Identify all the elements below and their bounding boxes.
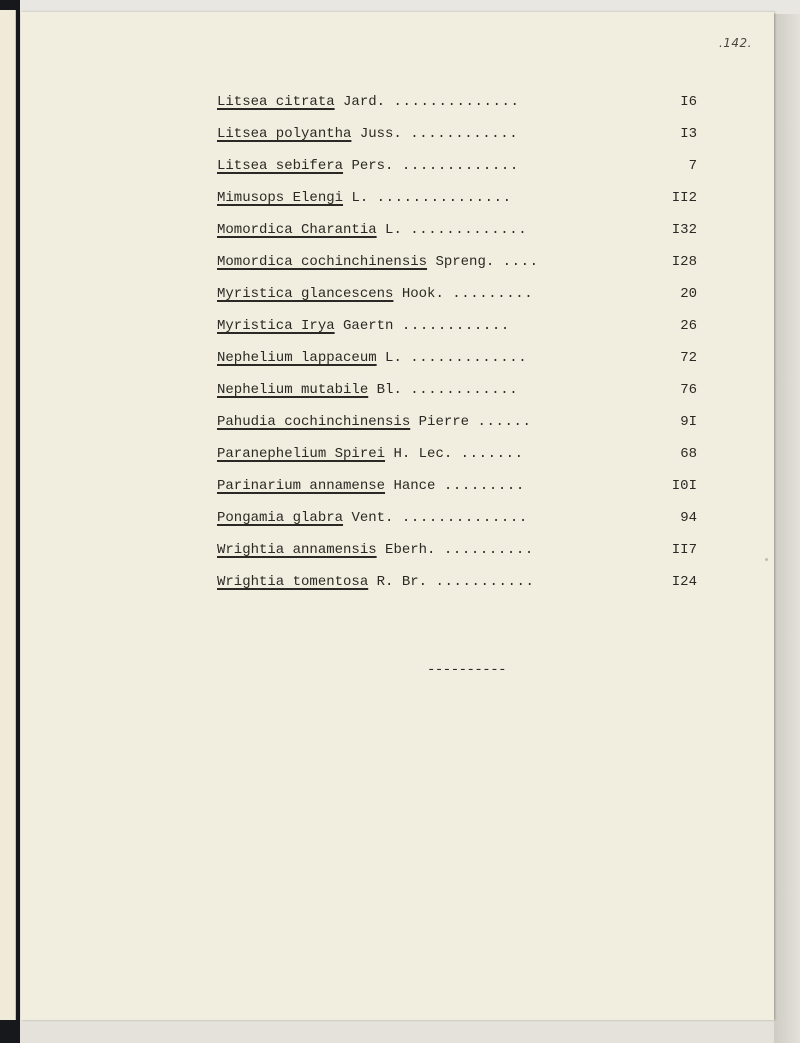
species-author: Hook.: [401, 286, 444, 302]
species-author: Jard.: [343, 94, 386, 110]
dot-leader: .............: [401, 158, 519, 174]
species-index-list: [217, 90, 697, 602]
facing-page-edge: [0, 10, 16, 1020]
index-entry: [217, 186, 697, 218]
species-author: Spreng.: [435, 254, 495, 270]
dot-leader: .......: [460, 446, 524, 462]
dot-leader: ..............: [393, 94, 520, 110]
index-entry: [217, 506, 697, 538]
species-author: Pierre: [418, 414, 470, 430]
page-number: I0I: [671, 478, 697, 494]
dot-leader: ............: [410, 382, 519, 398]
species-name: Pongamia glabra: [217, 510, 344, 526]
dot-leader: .............: [410, 222, 528, 238]
index-entry: [217, 346, 697, 378]
species-name: Pahudia cochinchinensis: [217, 414, 411, 430]
index-entry: [217, 90, 697, 122]
species-name: Nephelium lappaceum: [217, 350, 377, 366]
scan-right-edge: [774, 14, 800, 1043]
species-name: Litsea citrata: [217, 94, 335, 110]
page-number: I6: [680, 94, 697, 110]
species-author: H. Lec.: [393, 446, 453, 462]
index-entry: [217, 154, 697, 186]
index-entry: [217, 314, 697, 346]
index-entry: [217, 442, 697, 474]
species-author: Eberh.: [385, 542, 436, 558]
folio-number: .142.: [718, 36, 752, 50]
species-name: Myristica glancescens: [217, 286, 394, 302]
page-number: 72: [680, 350, 697, 366]
page-number: 7: [688, 158, 697, 174]
page-number: 76: [680, 382, 697, 398]
page-number: 20: [680, 286, 697, 302]
end-rule: ----------: [427, 662, 507, 678]
species-name: Nephelium mutabile: [217, 382, 369, 398]
species-author: Pers.: [351, 158, 394, 174]
dot-leader: .........: [452, 286, 534, 302]
index-entry: [217, 218, 697, 250]
species-author: L.: [385, 350, 402, 366]
species-name: Parinarium annamense: [217, 478, 386, 494]
page-number: II7: [671, 542, 697, 558]
dot-leader: ............: [401, 318, 510, 334]
page-number: I28: [671, 254, 697, 270]
page-number: II2: [671, 190, 697, 206]
index-entry: [217, 538, 697, 570]
page-number: I32: [671, 222, 697, 238]
species-name: Momordica cochinchinensis: [217, 254, 428, 270]
species-name: Litsea sebifera: [217, 158, 344, 174]
species-name: Wrightia tomentosa: [217, 574, 369, 590]
dot-leader: ..........: [443, 542, 534, 558]
index-entry: [217, 378, 697, 410]
index-entry: [217, 122, 697, 154]
document-page: [21, 12, 774, 1020]
index-entry: [217, 474, 697, 506]
species-author: Vent.: [351, 510, 394, 526]
species-author: Hance: [393, 478, 436, 494]
species-name: Wrightia annamensis: [217, 542, 377, 558]
species-name: Myristica Irya: [217, 318, 335, 334]
index-entry: [217, 570, 697, 602]
dot-leader: .........: [443, 478, 525, 494]
index-entry: [217, 410, 697, 442]
dot-leader: ............: [410, 126, 519, 142]
page-number: I3: [680, 126, 697, 142]
index-entry: [217, 282, 697, 314]
dot-leader: ......: [477, 414, 532, 430]
species-name: Momordica Charantia: [217, 222, 377, 238]
page-number: 68: [680, 446, 697, 462]
dot-leader: .............: [410, 350, 528, 366]
species-author: Bl.: [376, 382, 402, 398]
species-author: R. Br.: [376, 574, 428, 590]
dot-leader: ...........: [435, 574, 535, 590]
species-author: Gaertn: [343, 318, 394, 334]
species-author: L.: [351, 190, 369, 206]
dot-leader: ..............: [401, 510, 528, 526]
dot-leader: ....: [502, 254, 539, 270]
page-number: I24: [671, 574, 697, 590]
species-author: L.: [385, 222, 402, 238]
index-entry: [217, 250, 697, 282]
species-name: Paranephelium Spirei: [217, 446, 386, 462]
species-name: Mimusops Elengi: [217, 190, 344, 206]
species-name: Litsea polyantha: [217, 126, 352, 142]
page-number: 26: [680, 318, 697, 334]
page-number: 94: [680, 510, 697, 526]
paper-speck: [765, 558, 768, 561]
dot-leader: ...............: [376, 190, 512, 206]
species-author: Juss.: [359, 126, 402, 142]
page-number: 9I: [680, 414, 697, 430]
